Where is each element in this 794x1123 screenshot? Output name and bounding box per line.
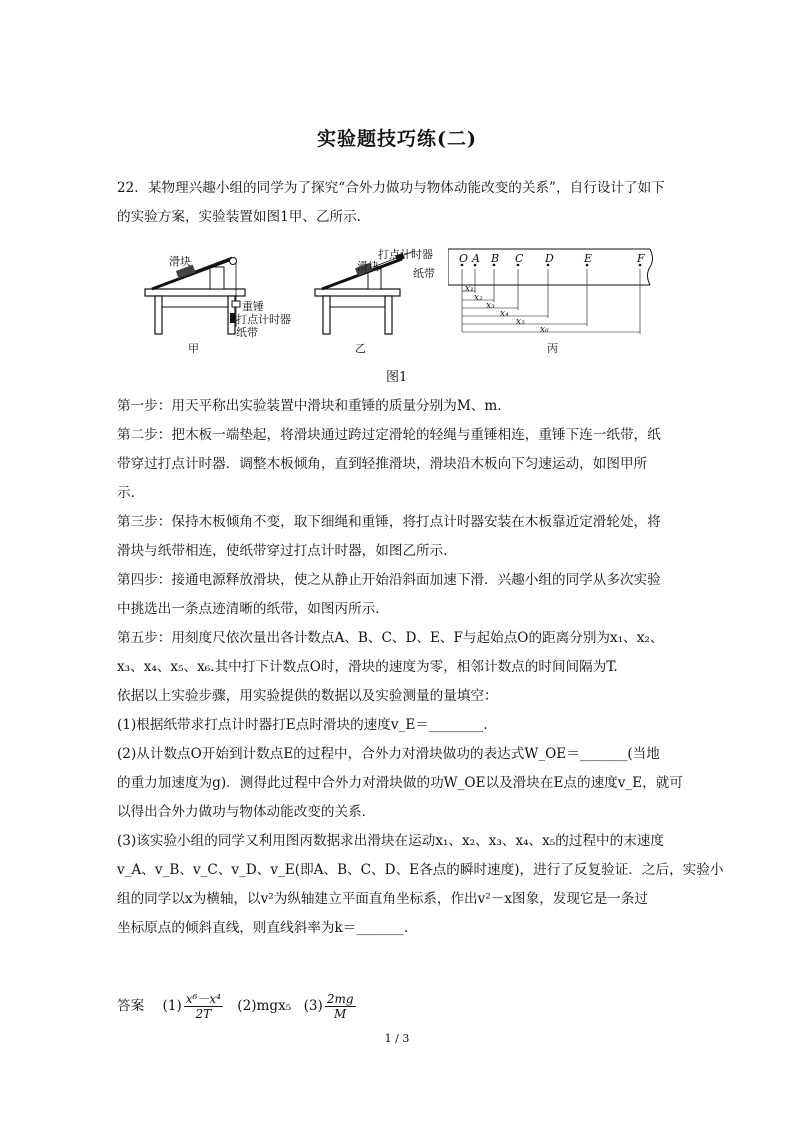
tape-distance-x6: x₆ — [540, 325, 549, 335]
tape-point-c: C — [515, 252, 524, 265]
answer-3-prefix: (3) — [303, 998, 323, 1014]
instruction-line: 依据以上实验步骤，用实验提供的数据以及实验测量的量填空： — [117, 688, 498, 704]
label-timer-yi: 打点计时器 — [378, 248, 433, 261]
text-line: 的实验方案，实验装置如图1甲、乙所示． — [117, 209, 371, 225]
tape-distance-x4: x₄ — [500, 309, 509, 319]
answer-1-prefix: (1) — [162, 998, 182, 1014]
tape-point-b: B — [491, 252, 500, 265]
answer-3-denominator: M — [334, 1007, 347, 1021]
step-3-line: 第三步：保持木板倾角不变，取下细绳和重锤，将打点计时器安装在木板靠近定滑轮处，将 — [117, 514, 661, 530]
figure-jia — [140, 245, 315, 355]
sub-caption-jia: 甲 — [188, 342, 199, 355]
tape-point-d: D — [545, 252, 554, 265]
steps — [117, 392, 724, 943]
sub-caption-yi: 乙 — [355, 342, 366, 355]
label-tape-jia: 纸带 — [236, 326, 258, 339]
answer-1-fraction — [184, 992, 223, 1021]
tape-distance-x2: x₂ — [474, 293, 483, 303]
step-1-line: 第一步：用天平称出实验装置中滑块和重锤的质量分别为M、m. — [117, 398, 502, 414]
part-3-line: 坐标原点的倾斜直线，则直线斜率为k＝_______. — [117, 920, 409, 936]
step-2-line: 示． — [117, 485, 145, 501]
step-2-line: 带穿过打点计时器．调整木板倾角，直到轻推滑块，滑块沿木板向下匀速运动，如图甲所 — [117, 456, 648, 472]
step-5-line: 第五步：用刻度尺依次量出各计数点A、B、C、D、E、F与起始点O的距离分别为x₁、x₂、 — [117, 630, 664, 646]
answer-3-fraction — [325, 992, 356, 1021]
answer-1-denominator: 2T — [195, 1007, 212, 1021]
part-1-line: (1)根据纸带求打点计时器打E点时滑块的速度v_E＝________. — [117, 717, 488, 733]
step-5-line: x₃、x₄、x₅、x₆.其中打下计数点O时，滑块的速度为零，相邻计数点的时间间隔为T. — [117, 659, 618, 675]
page-title: 实验题技巧练(二) — [317, 128, 477, 150]
part-2-line: 以得出合外力做功与物体动能改变的关系． — [117, 804, 376, 820]
tape-distance-x3: x₃ — [486, 301, 495, 311]
text-line: 22．某物理兴趣小组的同学为了探究“合外力做功与物体动能改变的关系”，自行设计了如下 — [117, 180, 665, 196]
part-3-line: v_A、v_B、v_C、v_D、v_E(即A、B、C、D、E各点的瞬时速度)，进行了反复验证．之后，实验小 — [117, 862, 724, 878]
question-intro — [117, 174, 682, 232]
answer-3-numerator: 2mg — [326, 992, 354, 1006]
tape-distance-x5: x₅ — [516, 317, 525, 327]
part-3-line: 组的同学以x为横轴，以v²为纵轴建立平面直角坐标系，作出v²－x图象，发现它是一条过 — [117, 891, 648, 907]
part-3-line: (3)该实验小组的同学又利用图丙数据求出滑块在运动x₁、x₂、x₃、x₄、x₅的过程中的末速度 — [117, 833, 665, 849]
step-2-line: 第二步：把木板一端垫起，将滑块通过跨过定滑轮的轻绳与重锤相连，重锤下连一纸带，纸 — [117, 427, 661, 443]
tape-point-o: O — [459, 252, 469, 265]
part-2-line: (2)从计数点O开始到计数点E的过程中，合外力对滑块做功的表达式W_OE＝_______(当地 — [117, 746, 660, 762]
step-3-line: 滑块与纸带相连，使纸带穿过打点计时器，如图乙所示． — [117, 543, 457, 559]
answer-label: 答案 — [117, 998, 145, 1014]
answer-1-numerator: x⁶－x⁴ — [185, 992, 221, 1006]
tape-point-e: E — [584, 252, 593, 265]
label-tape-yi: 纸带 — [413, 267, 435, 280]
tape-distance-x1: x₁ — [465, 284, 474, 294]
tape-point-f: F — [637, 252, 645, 265]
label-weight: 重锤 — [242, 300, 264, 313]
label-slider-yi: 滑块 — [357, 260, 379, 273]
answer-block — [117, 992, 358, 1021]
page-number: 1 / 3 — [384, 1032, 410, 1045]
figure-caption: 图1 — [386, 370, 408, 385]
part-2-line: 的重力加速度为g)．测得此过程中合外力对滑块做的功W_OE以及滑块在E点的速度v_E，就可 — [117, 775, 683, 791]
answer-2: (2)mgx₅ — [237, 998, 292, 1014]
step-4-line: 中挑选出一条点迹清晰的纸带，如图丙所示． — [117, 601, 389, 617]
tape-point-a: A — [472, 252, 480, 265]
sub-caption-bing: 丙 — [547, 342, 558, 355]
label-slider-jia: 滑块 — [169, 255, 191, 268]
label-timer-jia: 打点计时器 — [236, 313, 291, 326]
step-4-line: 第四步：接通电源释放滑块，使之从静止开始沿斜面加速下滑．兴趣小组的同学从多次实验 — [117, 572, 661, 588]
